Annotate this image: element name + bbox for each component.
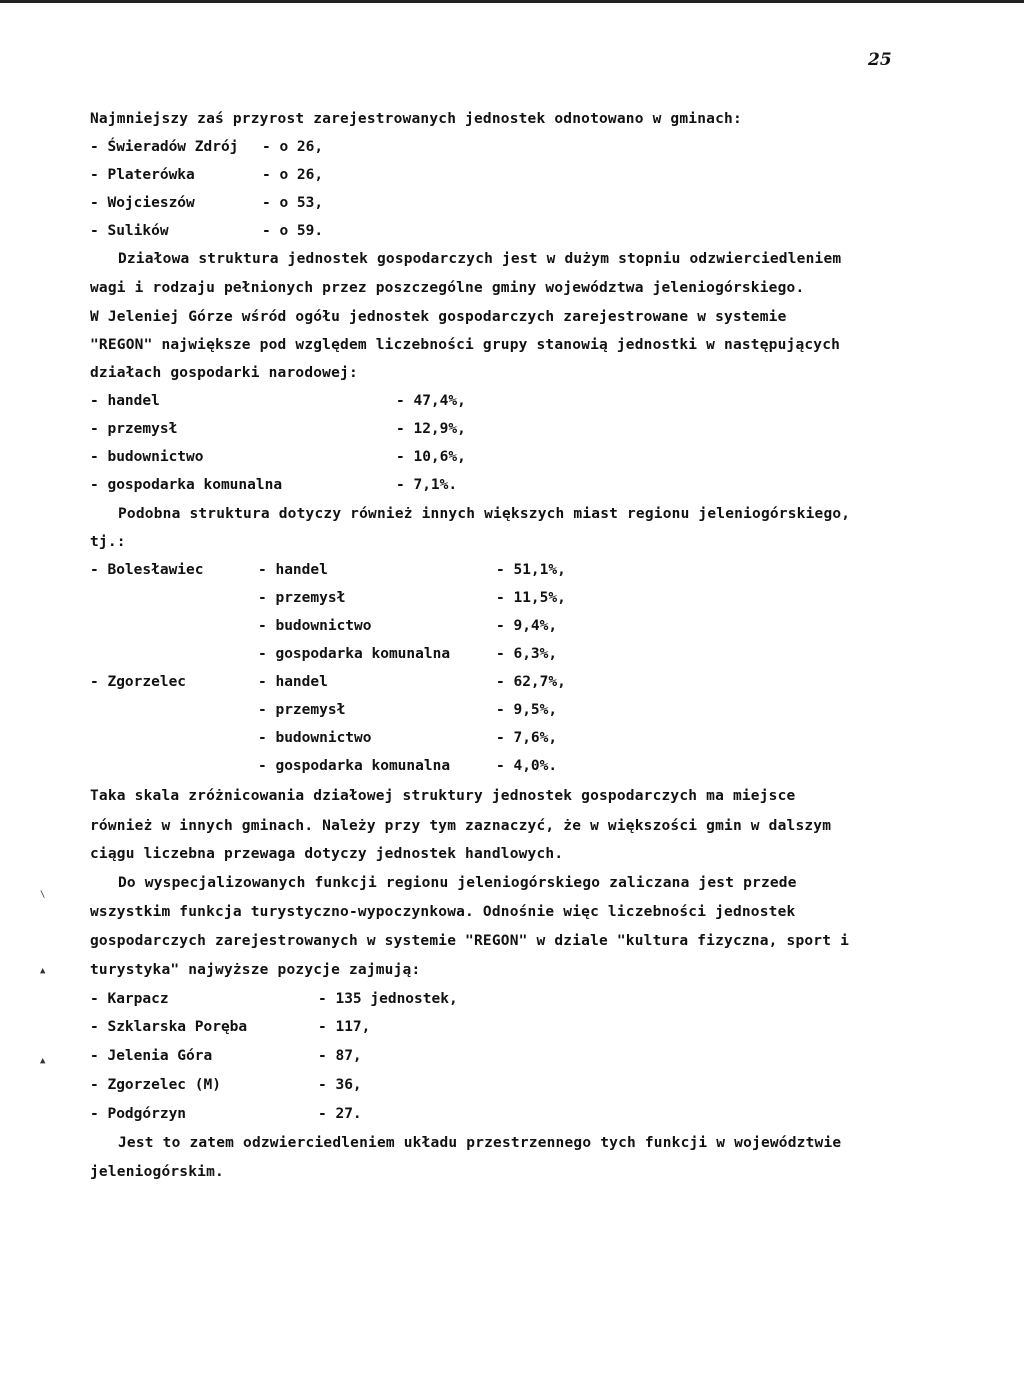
paragraph-line: W Jeleniej Górze wśród ogółu jednostek gospodarczych zarejestrowane w systemie [90,309,787,325]
table-row-value: - 62,7%, [496,674,566,690]
paragraph-line: również w innych gminach. Należy przy tym zaznaczyć, że w większości gmin w dalszym [90,818,832,834]
paragraph-line: Podobna struktura dotyczy również innych większych miast regionu jeleniogórskiego, [118,506,851,522]
paragraph-line: jeleniogórskim. [90,1164,224,1180]
paragraph-line: gospodarczych zarejestrowanych w systemie "REGON" w dziale "kultura fizyczna, sport i [90,933,850,949]
paragraph-line: turystyka" najwyższe pozycje zajmują: [90,962,421,978]
list-item-value: - 135 jednostek, [318,991,458,1007]
city-name: - Zgorzelec [90,674,187,690]
list-item-value: - 36, [318,1077,362,1093]
list-item-value: - 87, [318,1048,362,1064]
list-item-name: - Wojcieszów [90,195,195,211]
paragraph-line: działach gospodarki narodowej: [90,365,358,381]
paragraph-line: Taka skala zróżnicowania działowej struktury jednostek gospodarczych ma miejsce [90,788,796,804]
city-name: - Bolesławiec [90,562,204,578]
paragraph-line: ciągu liczebna przewaga dotyczy jednostek handlowych. [90,846,564,862]
list-item-name: - Karpacz [90,991,169,1007]
list-item-name: - budownictwo [90,449,204,465]
list-item-value: - 7,1%. [396,477,458,493]
scan-speck: ▲ [40,1056,46,1066]
list-item-name: - Jelenia Góra [90,1048,213,1064]
list-item-value: - o 53, [262,195,324,211]
list-item-name: - Zgorzelec (M) [90,1077,221,1093]
table-row-name: - budownictwo [258,618,372,634]
table-row-name: - handel [258,562,328,578]
list-item-name: - Szklarska Poręba [90,1019,248,1035]
list-item-value: - 10,6%, [396,449,466,465]
paragraph-line: Działowa struktura jednostek gospodarczych jest w dużym stopniu odzwierciedleniem [118,251,842,267]
list-item-value: - 47,4%, [396,393,466,409]
scan-speck: ▲ [40,966,46,976]
list-item-value: - 117, [318,1019,371,1035]
list-item-name: - Świeradów Zdrój [90,139,239,155]
paragraph-line: wagi i rodzaju pełnionych przez poszczególne gminy województwa jeleniogórskiego. [90,280,805,296]
paragraph-line: Jest to zatem odzwierciedleniem układu przestrzennego tych funkcji w województwie [118,1135,842,1151]
table-row-name: - gospodarka komunalna [258,646,451,662]
list-item-name: - gospodarka komunalna [90,477,283,493]
list-item-name: - Platerówka [90,167,195,183]
table-row-name: - budownictwo [258,730,372,746]
list-item-value: - 27. [318,1106,362,1122]
paragraph-line: tj.: [90,534,126,550]
table-row-name: - przemysł [258,702,346,718]
table-row-value: - 9,4%, [496,618,558,634]
table-row-value: - 4,0%. [496,758,558,774]
list-item-name: - Sulików [90,223,169,239]
paragraph-line: Do wyspecjalizowanych funkcji regionu jeleniogórskiego zaliczana jest przede [118,875,797,891]
table-row-value: - 9,5%, [496,702,558,718]
table-row-name: - gospodarka komunalna [258,758,451,774]
list-item-value: - o 26, [262,167,324,183]
table-row-value: - 7,6%, [496,730,558,746]
list-item-value: - o 59. [262,223,324,239]
table-row-value: - 6,3%, [496,646,558,662]
list-item-value: - 12,9%, [396,421,466,437]
paragraph-line: wszystkim funkcja turystyczno-wypoczynkowa. Odnośnie więc liczebności jednostek [90,904,796,920]
table-row-value: - 11,5%, [496,590,566,606]
table-row-value: - 51,1%, [496,562,566,578]
page-number: 25 [868,50,892,70]
scan-speck: \ [40,890,46,900]
table-row-name: - przemysł [258,590,346,606]
table-row-name: - handel [258,674,328,690]
paragraph-line: Najmniejszy zaś przyrost zarejestrowanych jednostek odnotowano w gminach: [90,111,742,127]
list-item-value: - o 26, [262,139,324,155]
list-item-name: - przemysł [90,421,178,437]
top-border-rule [0,0,1024,3]
paragraph-line: "REGON" największe pod względem liczebności grupy stanowią jednostki w następujących [90,337,841,353]
list-item-name: - handel [90,393,160,409]
list-item-name: - Podgórzyn [90,1106,187,1122]
